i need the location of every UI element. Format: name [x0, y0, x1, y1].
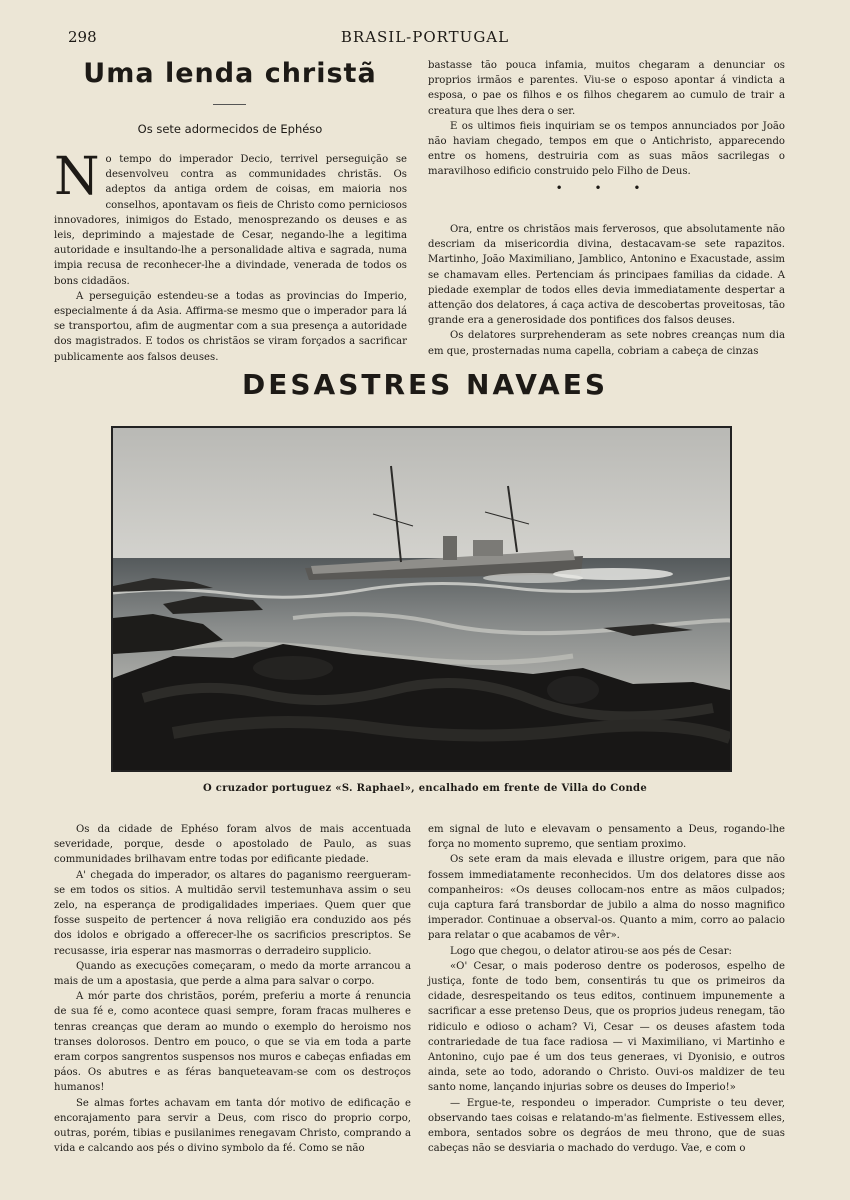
- right-column-top: [428, 58, 785, 180]
- paragraph: «O' Cesar, o mais poderoso dentre os poderosos, espelho de justiça, fonte de todo bem, consentirás tu que os primeiros da cidade, desrespeitando os teus editos, continuem impunemente a sacrificar a esse pretenso Deus, que os proprios judeus renegam, tão ridiculo e odioso o acham? Vi, Cesar — os deuses afastem toda contrariedade de tua face radiosa — vi Maximiliano, vi Martinho e Antonino, cujo pae é um dos teus generaes, vi Dyonisio, e outros ainda, sete ao todo, adorando o Christo. Ouvi-os maldizer de teu santo nome, lançando injurias sobre os deuses do Imperio!»: [428, 960, 785, 1094]
- left-column-top: [54, 147, 407, 365]
- article-title: Uma lenda christã: [83, 58, 377, 89]
- dropcap-letter: N: [54, 147, 100, 207]
- section-ornament: • • •: [555, 181, 655, 195]
- section-title: DESASTRES NAVAES: [241, 368, 608, 401]
- paragraph: Os sete eram da mais elevada e illustre origem, para que não fossem immediatamente reconhecidos. Um dos delatores disse aos companheiros: «Os deuses collocam-nos entre as mãos culpados; cuja captura fará transbordar de jubilo a alma do nosso magnifico imperador. Continuae a observal-os. Quanto a mim, corro ao palacio para relatar o que acabamos de vêr».: [428, 854, 785, 942]
- paragraph: A' chegada do imperador, os altares do paganismo reergueram-se em todos os sitios. A multidão servil testemunhava assim o seu zelo, na esperança de prodigalidades imperiaes. Quem quer que fosse suspeito de pertencer á nova religião era conduzido aos pés dos idolos e obrigado a offerecer-lhe os sacrificios prescriptos. Se recusasse, iria esperar nas masmorras o derradeiro supplicio.: [54, 869, 411, 957]
- paragraph: Logo que chegou, o delator atirou-se aos pés de Cesar:: [450, 945, 732, 957]
- photo-caption: O cruzador portuguez «S. Raphael», encalhado em frente de Villa do Conde: [203, 783, 647, 794]
- paragraph: A perseguição estendeu-se a todas as provincias do Imperio, especialmente á da Asia. Affirma-se mesmo que o imperador para lá se transportou, afim de augmentar com a sua presença a autoridade dos magistrados. E todos os christãos se viram forçados a sacrificar publicamente aos falsos deuses.: [54, 290, 407, 363]
- title-divider: [213, 104, 246, 105]
- running-title: BRASIL-PORTUGAL: [340, 28, 510, 46]
- photo-illustration: [113, 428, 730, 770]
- right-column-bottom: [428, 822, 785, 1156]
- paragraph: em signal de luto e elevavam o pensamento a Deus, rogando-lhe força no momento supremo, que sentiam proximo.: [428, 824, 785, 851]
- article-subtitle: Os sete adormecidos de Ephéso: [137, 122, 323, 136]
- paragraph: Quando as execuções começaram, o medo da morte arrancou a mais de um a apostasia, que perde a alma para salvar o corpo.: [54, 960, 411, 988]
- first-paragraph: [54, 147, 407, 289]
- paragraph-text: o tempo do imperador Decio, terrivel perseguição se desenvolveu contra as communidades christãs. Os adeptos da antiga ordem de coisas, em maioria nos conselhos, apontavam os fieis de Christo como perniciosos innovadores, inimigos do Estado, menosprezando os deuses e as leis, deprimindo a majestade de Cesar, negando-lhe a legitima autoridade e insultando-lhe a personalidade altiva e sagrada, numa impia recusa de reconhecer-lhe a divindade, venerada de todos os bons cidadãos.: [54, 154, 407, 287]
- paragraph: A mór parte dos christãos, porém, preferiu a morte á renuncia de sua fé e, como acontece quasi sempre, foram fracas mulheres e tenras creanças que deram ao mundo o exemplo do heroismo nos transes dolorosos. Dentro em pouco, o que se via em toda a parte eram corpos sangrentos suspensos nos muros e cabeças enfiadas em páos. Os abutres e as féras banqueteavam-se com os destroços humanos!: [54, 991, 411, 1094]
- paragraph: — Ergue-te, respondeu o imperador. Cumpriste o teu dever, observando taes coisas e relatando-m'as fielmente. Estivessem elles, embora, sentados sobre os degráos de meu throno, que de suas cabeças não se desviaria o machado do verdugo. Vae, e com o: [428, 1097, 785, 1155]
- paragraph: Os delatores surprehenderam as sete nobres creanças num dia em que, prosternadas numa capella, cobriam a cabeça de cinzas: [428, 330, 785, 357]
- stranded-cruiser-photo: [111, 426, 732, 772]
- paragraph: E os ultimos fieis inquiriam se os tempos annunciados por João não haviam chegado, tempos em que o Antichristo, apparecendo entre os homens, destruiria com as suas mãos sacrilegas o maravilhoso edificio construido pelo Filho de Deus.: [428, 120, 785, 178]
- paragraph: Se almas fortes achavam em tanta dór motivo de edificação e encorajamento para servir a Deus, com risco do proprio corpo, outras, porém, tibias e pusilanimes renegavam Christo, comprando a vida e calcando aos pés o divino symbolo da fé. Como se não: [54, 1097, 411, 1155]
- page-number: 298: [68, 28, 97, 46]
- paragraph: bastasse tão pouca infamia, muitos chegaram a denunciar os proprios irmãos e parentes. Viu-se o esposo apontar á vindicta a esposa, o pae os filhos e os filhos chegarem ao cumulo de trair a creatura que lhes dera o ser.: [428, 60, 785, 117]
- paragraph: Os da cidade de Ephéso foram alvos de mais accentuada severidade, porque, desde o apostolado de Paulo, as suas communidades brilhavam entre todas por edificante piedade.: [54, 824, 411, 866]
- right-column-mid: [428, 222, 785, 359]
- paragraph: Ora, entre os christãos mais ferverosos, que absolutamente não descriam da misericordia divina, destacavam-se sete rapazitos. Martinho, João Maximiliano, Jamblico, Antonino e Exacustade, assim se chamavam elles. Pertenciam ás principaes familias da cidade. A piedade exemplar de todos elles devia immediatamente despertar a attenção dos delatores, á caça activa de descobertas proveitosas, tão grande era a generosidade dos pontifices dos falsos deuses.: [428, 224, 785, 327]
- left-column-bottom: [54, 822, 411, 1156]
